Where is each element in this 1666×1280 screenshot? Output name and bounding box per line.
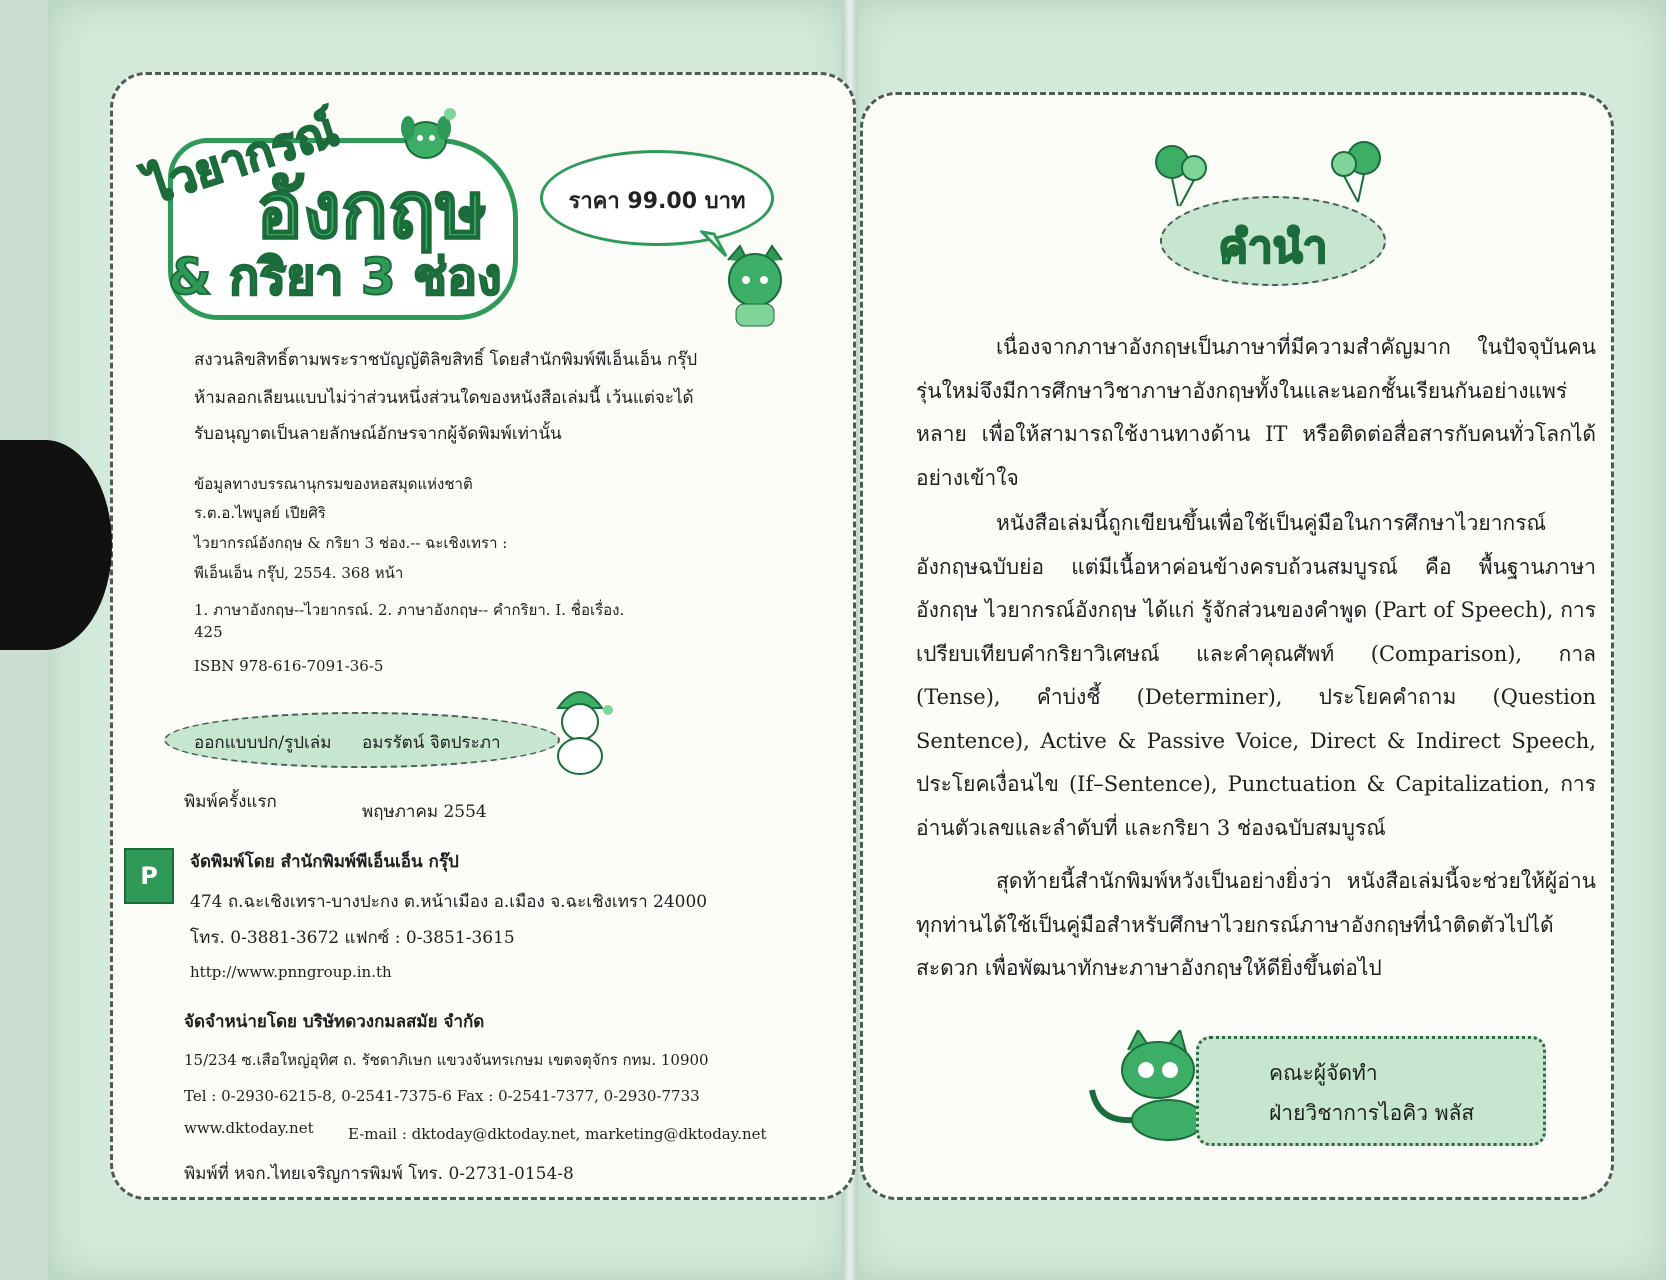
catalog-subjects: 1. ภาษาอังกฤษ--ไวยากรณ์. 2. ภาษาอังกฤษ-- คำกริยา. I. ชื่อเรื่อง. — [194, 601, 625, 619]
preface-paragraph-1: เนื่องจากภาษาอังกฤษเป็นภาษาที่มีความสำคัญมาก ในปัจจุบันคนรุ่นใหม่จึงมีการศึกษาวิชาภาษาอังกฤษทั้งในและนอกชั้นเรียนกันอย่างแพร่หลาย เพื่อให้สามารถใช้งานทางด้าน IT หรือติดต่อสื่อสารกับคนทั่วโลกได้อย่างเข้าใจ — [916, 335, 1596, 490]
price-bubble — [540, 150, 774, 246]
distributor-address: 15/234 ซ.เสือใหญ่อุทิศ ถ. รัชดาภิเษก แขวงจันทรเกษม เขตจตุจักร กทม. 10900 — [184, 1051, 709, 1069]
balloon-icon — [1150, 140, 1214, 210]
publisher-address: 474 ถ.ฉะเชิงเทรา-บางปะกง ต.หน้าเมือง อ.เมือง จ.ฉะเชิงเทรา 24000 — [190, 892, 708, 912]
credit-line-1: คณะผู้จัดทำ — [1269, 1061, 1378, 1085]
catalog-title: ไวยากรณ์อังกฤษ & กริยา 3 ช่อง.-- ฉะเชิงเทรา : — [194, 534, 508, 552]
preface-paragraph-3: สุดท้ายนี้สำนักพิมพ์หวังเป็นอย่างยิ่งว่า หนังสือเล่มนี้จะช่วยให้ผู้อ่านทุกท่านได้ใช้เป็นคู่มือสำหรับศึกษาไวยกรณ์ภาษาอังกฤษที่นำติดตัวไปได้สะดวก เพื่อพัฒนาทักษะภาษาอังกฤษให้ดียิ่งขึ้นต่อไป — [916, 869, 1596, 980]
logo-line-1: ไวยากรณ์ — [140, 101, 345, 215]
designer-bubble — [164, 712, 560, 768]
balloon-icon — [1326, 136, 1390, 206]
publisher-url[interactable]: http://www.pnngroup.in.th — [190, 963, 392, 981]
logo-line-3: & กริยา 3 ช่อง — [168, 248, 502, 306]
first-print-label: พิมพ์ครั้งแรก — [184, 792, 277, 812]
logo-line-2: อังกฤษ — [256, 166, 487, 256]
preface-title-bubble — [1160, 196, 1386, 286]
catalog-isbn: ISBN 978-616-7091-36-5 — [194, 657, 384, 675]
copyright-line-3: รับอนุญาตเป็นลายลักษณ์อักษรจากผู้จัดพิมพ์เท่านั้น — [194, 424, 562, 444]
preface-paragraph-2: หนังสือเล่มนี้ถูกเขียนขึ้นเพื่อใช้เป็นคู่มือในการศึกษาไวยากรณ์อังกฤษฉบับย่อ แต่มีเนื้อหาค่อนข้างครบถ้วนสมบูรณ์ คือ พื้นฐานภาษาอังกฤษ ไวยากรณ์อังกฤษ ได้แก่ รู้จักส่วนของคำพูด (Part of Speech), การเปรียบเทียบคำกริยาวิเศษณ์ และคำคุณศัพท์ (Comparison), กาล (Tense), คำบ่งชี้ (Determiner), ประโยคคำถาม (Question Sentence), Active & Passive Voice, Direct & Indirect Speech, ประโยคเงื่อนไข (If–Sentence), Punctuation & Capitalization, การอ่านตัวเลขและลำดับที่ และกริยา 3 ช่องฉบับสมบูรณ์ — [916, 511, 1596, 840]
price-text: ราคา 99.00 บาท — [568, 189, 746, 214]
puppy-icon — [396, 106, 456, 166]
snowman-icon — [540, 680, 620, 776]
designer-label: ออกแบบปก/รูปเล่ม — [194, 733, 332, 753]
first-print-date: พฤษภาคม 2554 — [362, 802, 487, 822]
catalog-pub: พีเอ็นเอ็น กรุ๊ป, 2554. 368 หน้า — [194, 564, 404, 582]
credit-line-2: ฝ่ายวิชาการไอคิว พลัส — [1269, 1101, 1475, 1125]
catalog-class: 425 — [194, 623, 223, 641]
publisher-heading: จัดพิมพ์โดย สำนักพิมพ์พีเอ็นเอ็น กรุ๊ป — [190, 852, 459, 872]
printer-line: พิมพ์ที่ หจก.ไทยเจริญการพิมพ์ โทร. 0-2731-0154-8 — [184, 1164, 574, 1184]
publisher-logo: P — [124, 848, 174, 904]
copyright-line-2: ห้ามลอกเลียนแบบไม่ว่าส่วนหนึ่งส่วนใดของหนังสือเล่มนี้ เว้นแต่จะได้ — [194, 388, 694, 408]
catalog-heading: ข้อมูลทางบรรณานุกรมของหอสมุดแห่งชาติ — [194, 475, 473, 493]
preface-title: คำนำ — [1218, 222, 1328, 273]
publisher-phone: โทร. 0-3881-3672 แฟกซ์ : 0-3851-3615 — [190, 928, 515, 948]
credit-box — [1196, 1036, 1546, 1146]
distributor-phone: Tel : 0-2930-6215-8, 0-2541-7375-6 Fax : 0-2541-7377, 0-2930-7733 — [184, 1087, 700, 1105]
cat-girl-icon — [710, 240, 800, 330]
distributor-web[interactable]: www.dktoday.net — [184, 1119, 314, 1137]
copyright-line-1: สงวนลิขสิทธิ์ตามพระราชบัญญัติลิขสิทธิ์ โดยสำนักพิมพ์พีเอ็นเอ็น กรุ๊ป — [194, 350, 698, 370]
book-logo — [138, 101, 518, 318]
designer-name: อมรรัตน์ จิตประภา — [362, 733, 501, 753]
distributor-heading: จัดจำหน่ายโดย บริษัทดวงกมลสมัย จำกัด — [184, 1012, 485, 1032]
catalog-author: ร.ต.อ.ไพบูลย์ เปียศิริ — [194, 504, 326, 522]
distributor-email[interactable]: E-mail : dktoday@dktoday.net, marketing@dktoday.net — [348, 1125, 767, 1143]
